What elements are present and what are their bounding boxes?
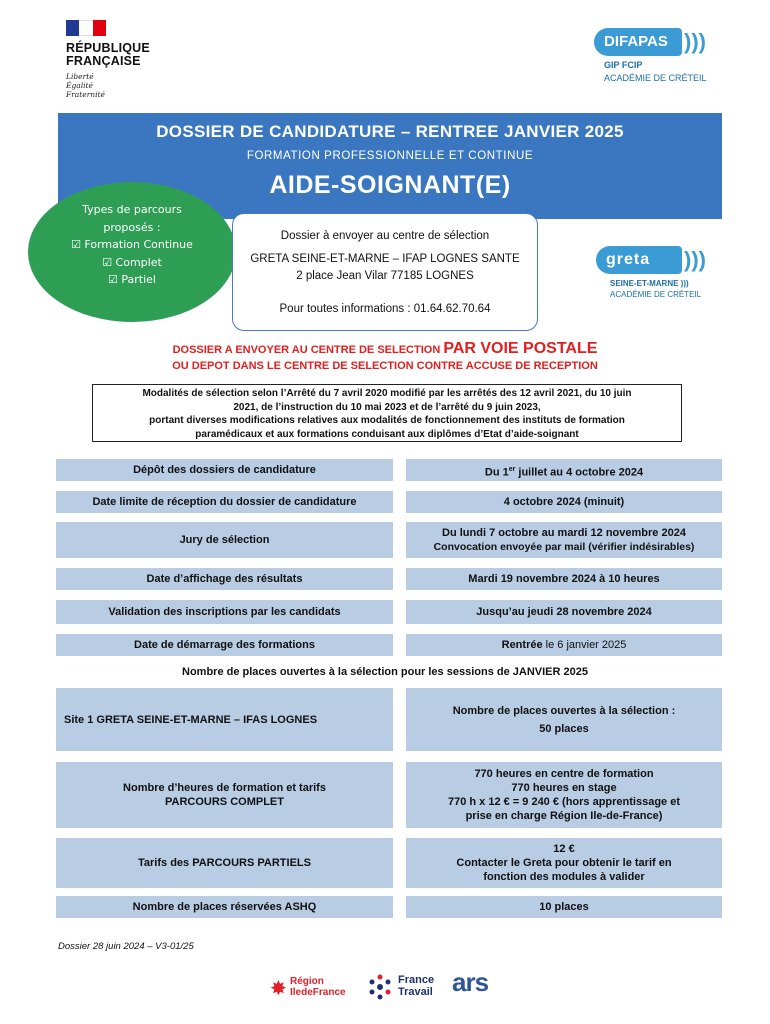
ashq-value: 10 places: [406, 896, 722, 918]
affichage-label: Date d’affichage des résultats: [56, 568, 393, 590]
greta-name: greta: [596, 246, 682, 274]
demarrage-label: Date de démarrage des formations: [56, 634, 393, 656]
heures-value: [406, 762, 722, 828]
heures-value-2: 770 heures en stage: [511, 782, 617, 794]
depot-value: [406, 459, 722, 481]
limite-label: Date limite de réception du dossier de candidature: [56, 491, 393, 513]
partiels-value-1: 12 €: [553, 843, 575, 855]
partiels-value: [406, 838, 722, 888]
envoi-intro: Dossier à envoyer au centre de sélection: [280, 230, 490, 242]
difapas-line1: GIP FCIP: [604, 60, 643, 70]
notice-line1-big: PAR VOIE POSTALE: [443, 340, 598, 357]
jury-label: Jury de sélection: [56, 522, 393, 558]
rf-motto-1: Liberté: [66, 72, 94, 81]
modalites-line1: Modalités de sélection selon l’Arrêté du 7 avril 2020 modifié par les arrêtés des 12 avril 2021, du 10 juin: [142, 388, 632, 399]
envoi-adresse: 2 place Jean Vilar 77185 LOGNES: [296, 270, 474, 282]
site-value-1: Nombre de places ouvertes à la sélection :: [452, 704, 676, 717]
difapas-arcs-icon: ))): [684, 29, 706, 54]
site-value-2: 50 places: [539, 722, 589, 735]
formation-title: AIDE-SOIGNANT(E): [269, 171, 511, 199]
heures-label-1: Nombre d’heures de formation et tarifs: [123, 782, 326, 794]
rf-line2: FRANÇAISE: [66, 54, 141, 68]
envoi-infos: Pour toutes informations : 01.64.62.70.64: [279, 303, 491, 315]
validation-label: Validation des inscriptions par les candidats: [56, 600, 393, 624]
greta-line1: SEINE-ET-MARNE ))): [610, 279, 689, 288]
partiels-value-2: Contacter le Greta pour obtenir le tarif en: [456, 857, 672, 869]
difapas-name: DIFAPAS: [594, 28, 682, 56]
heures-value-3: 770 h x 12 € = 9 240 € (hors apprentissage et: [447, 796, 681, 808]
modalites-line2: 2021, de l’instruction du 10 mai 2023 et de l’arrêté du 9 juin 2023,: [233, 401, 541, 413]
heures-label-2: PARCOURS COMPLET: [165, 796, 284, 808]
heures-value-4: prise en charge Région Ile-de-France): [465, 810, 663, 822]
rf-motto-3: Fraternité: [66, 90, 105, 99]
heures-label: [56, 762, 393, 828]
site-label: Site 1 GRETA SEINE-ET-MARNE – IFAS LOGNES: [56, 688, 393, 751]
site-value: [406, 688, 722, 751]
places-title: Nombre de places ouvertes à la sélection pour les sessions de JANVIER 2025: [182, 666, 588, 678]
greta-line2: ACADÉMIE DE CRÉTEIL: [610, 290, 702, 299]
depot-value-a: Du 1: [484, 466, 509, 479]
ft-line1: France: [398, 974, 435, 986]
region-line2: IledeFrance: [290, 987, 346, 998]
validation-value: Jusqu’au jeudi 28 novembre 2024: [406, 600, 722, 624]
parcours-item-partiel: ☑ Partiel: [108, 273, 156, 286]
france-travail-dots-icon: [366, 973, 394, 1001]
france-travail-logo: [366, 971, 446, 1003]
dossier-subtitle: FORMATION PROFESSIONNELLE ET CONTINUE: [246, 150, 534, 162]
demarrage-value-b: le 6 janvier 2025: [542, 639, 627, 651]
region-idf-logo: [270, 973, 358, 1003]
parcours-item-complet: ☑ Complet: [102, 255, 162, 269]
french-flag-icon: [66, 20, 106, 36]
depot-value-b: juillet au 4 octobre 2024: [515, 466, 644, 479]
greta-logo: [596, 246, 716, 306]
rf-line1: RÉPUBLIQUE: [66, 41, 150, 55]
parcours-item-formation-continue: ☑ Formation Continue: [71, 238, 193, 251]
jury-value-main: Du lundi 7 octobre au mardi 12 novembre 2024: [442, 527, 686, 539]
notice-line1-start: DOSSIER A ENVOYER AU CENTRE DE SELECTION: [172, 344, 444, 356]
greta-arcs-icon: ))): [684, 247, 706, 272]
notice-line2: OU DEPOT DANS LE CENTRE DE SELECTION CONTRE ACCUSE DE RECEPTION: [172, 360, 598, 372]
depot-label: Dépôt des dossiers de candidature: [56, 459, 393, 481]
partiels-value-3: fonction des modules à valider: [483, 871, 645, 883]
ft-line2: Travail: [398, 986, 433, 998]
ars-name: ars: [452, 967, 489, 997]
rf-motto-2: Égalité: [66, 81, 93, 90]
ars-logo: [452, 968, 502, 1004]
jury-value-sub: Convocation envoyée par mail (vérifier indésirables): [433, 541, 695, 553]
parcours-line1: Types de parcours: [82, 203, 182, 216]
notice-line1: [0, 340, 770, 358]
difapas-line2: ACADÉMIE DE CRÉTEIL: [604, 73, 707, 83]
demarrage-value: [406, 634, 722, 656]
parcours-line2: proposés :: [103, 220, 161, 234]
region-star-icon: ✸: [270, 978, 287, 1000]
modalites-line4: paramédicaux et aux formations conduisant aux diplômes d’Etat d’aide-soignant: [195, 428, 579, 440]
heures-value-1: 770 heures en centre de formation: [474, 768, 654, 780]
modalites-line3: portant diverses modifications relatives aux modalités de fonctionnement des instituts de formation: [149, 415, 625, 426]
version-note: Dossier 28 juin 2024 – V3-01/25: [58, 941, 194, 952]
jury-value: [406, 522, 722, 558]
affichage-value: Mardi 19 novembre 2024 à 10 heures: [406, 568, 722, 590]
partiels-label: Tarifs des PARCOURS PARTIELS: [56, 838, 393, 888]
region-line1: Région: [290, 976, 324, 987]
ashq-label: Nombre de places réservées ASHQ: [56, 896, 393, 918]
demarrage-value-a: Rentrée: [501, 639, 543, 651]
parcours-bubble: [28, 182, 236, 322]
envoi-info-box: [232, 213, 538, 331]
modalites-box: [92, 384, 682, 442]
dossier-title: DOSSIER DE CANDIDATURE – RENTREE JANVIER 2025: [156, 122, 624, 141]
envoi-centre: GRETA SEINE-ET-MARNE – IFAP LOGNES SANTE: [250, 253, 520, 265]
depot-value-sup: er: [508, 466, 516, 473]
limite-value: 4 octobre 2024 (minuit): [406, 491, 722, 513]
difapas-logo: [594, 28, 724, 88]
republique-francaise-logo: [66, 20, 176, 99]
